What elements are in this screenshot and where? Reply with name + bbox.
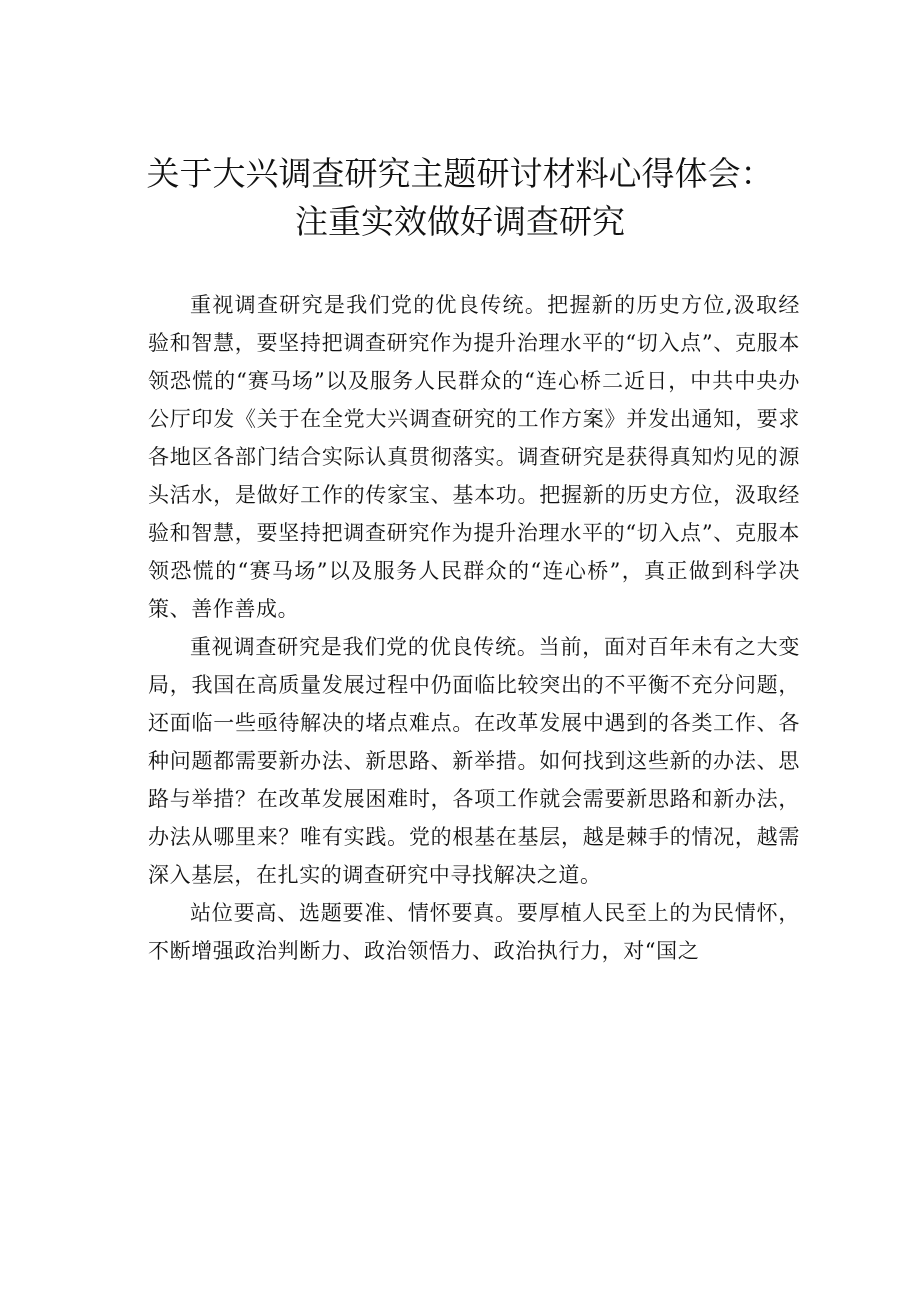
paragraph-2: 重视调查研究是我们党的优良传统。当前，面对百年未有之大变局，我国在高质量发展过程中仍面临比较突出的不平衡不充分问题，还面临一些亟待解决的堵点难点。在改革发展中遇到的各类工作、各种问题都需要新办法、新思路、新举措。如何找到这些新的办法、思路与举措？在改革发展困难时，各项工作就会需要新思路和新办法，办法从哪里来？唯有实践。党的根基在基层，越是棘手的情况，越需深入基层，在扎实的调查研究中寻找解决之道。 [148, 635, 800, 887]
title-line-2: 注重实效做好调查研究 [295, 202, 625, 241]
paragraph-3: 站位要高、选题要准、情怀要真。要厚植人民至上的为民情怀，不断增强政治判断力、政治领悟力、政治执行力，对“国之 [148, 901, 800, 963]
document-title [100, 150, 820, 246]
document-body [148, 286, 800, 970]
paragraph-1: 重视调查研究是我们党的优良传统。把握新的历史方位,汲取经验和智慧，要坚持把调查研究作为提升治理水平的“切入点”、克服本领恐慌的“赛马场”以及服务人民群众的“连心桥二近日，中共中央办公厅印发《关于在全党大兴调查研究的工作方案》并发出通知，要求各地区各部门结合实际认真贯彻落实。调查研究是获得真知灼见的源头活水，是做好工作的传家宝、基本功。把握新的历史方位，汲取经验和智慧，要坚持把调查研究作为提升治理水平的“切入点”、克服本领恐慌的“赛马场”以及服务人民群众的“连心桥”，真正做到科学决策、善作善成。 [148, 293, 800, 621]
title-line-1: 关于大兴调查研究主题研讨材料心得体会： [146, 154, 774, 193]
